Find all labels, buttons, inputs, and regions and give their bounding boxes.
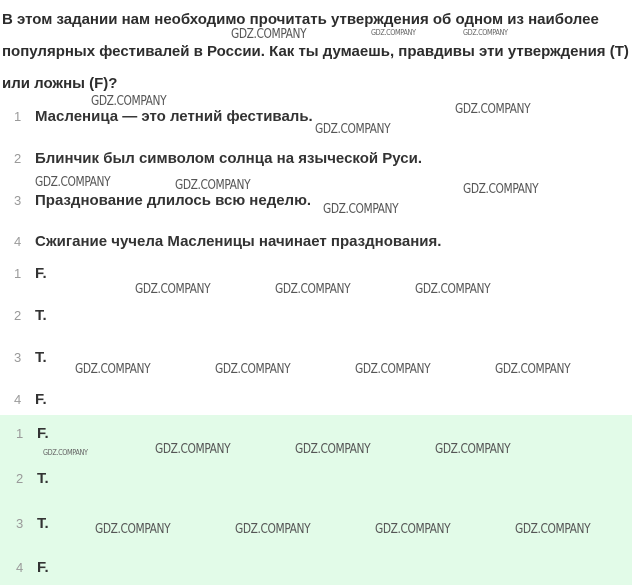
answer-number: 1 — [16, 425, 24, 441]
answer-text: T. — [35, 306, 47, 324]
statement-number: 2 — [14, 150, 22, 166]
answer-number: 3 — [16, 515, 24, 531]
watermark: GDZ.COMPANY — [91, 94, 167, 109]
watermark: GDZ.COMPANY — [215, 362, 291, 377]
watermark: GDZ.COMPANY — [235, 522, 311, 537]
answer-number: 2 — [16, 470, 24, 486]
highlighted-answer-4 — [2, 556, 632, 578]
answer-1 — [0, 262, 632, 284]
watermark: GDZ.COMPANY — [435, 442, 511, 457]
statement-text: Празднование длилось всю неделю. — [35, 191, 312, 209]
answer-text: F. — [37, 558, 49, 576]
answer-highlight-block — [0, 415, 632, 585]
answer-text: F. — [35, 264, 47, 282]
watermark: GDZ.COMPANY — [371, 28, 416, 37]
watermark: GDZ.COMPANY — [175, 178, 251, 193]
statement-number: 1 — [14, 108, 22, 124]
watermark: GDZ.COMPANY — [375, 522, 451, 537]
watermark: GDZ.COMPANY — [75, 362, 151, 377]
answer-number: 1 — [14, 265, 22, 281]
watermark: GDZ.COMPANY — [315, 122, 391, 137]
watermark: GDZ.COMPANY — [275, 282, 351, 297]
watermark: GDZ.COMPANY — [323, 202, 399, 217]
watermark: GDZ.COMPANY — [35, 175, 111, 190]
answer-text: F. — [37, 424, 49, 442]
answer-text: T. — [35, 348, 47, 366]
statement-number: 4 — [14, 233, 22, 249]
statement-text: Масленица — это летний фестиваль. — [35, 107, 313, 125]
answer-number: 3 — [14, 349, 22, 365]
answer-text: T. — [37, 514, 49, 532]
answer-4 — [0, 388, 632, 410]
statement-2 — [0, 147, 632, 169]
highlighted-answer-1 — [2, 422, 632, 444]
watermark: GDZ.COMPANY — [135, 282, 211, 297]
watermark: GDZ.COMPANY — [155, 442, 231, 457]
watermark: GDZ.COMPANY — [415, 282, 491, 297]
statement-number: 3 — [14, 192, 22, 208]
watermark: GDZ.COMPANY — [463, 28, 508, 37]
answer-text: F. — [35, 390, 47, 408]
answer-2 — [0, 304, 632, 326]
watermark: GDZ.COMPANY — [231, 27, 307, 42]
watermark: GDZ.COMPANY — [355, 362, 431, 377]
watermark: GDZ.COMPANY — [95, 522, 171, 537]
highlighted-answer-2 — [2, 467, 632, 489]
answer-number: 4 — [14, 391, 22, 407]
watermark: GDZ.COMPANY — [43, 448, 88, 457]
statement-4 — [0, 230, 632, 252]
answer-number: 2 — [14, 307, 22, 323]
watermark: GDZ.COMPANY — [515, 522, 591, 537]
watermark: GDZ.COMPANY — [463, 182, 539, 197]
statement-text: Блинчик был символом солнца на языческой Руси. — [35, 149, 422, 167]
answer-text: T. — [37, 469, 49, 487]
answer-number: 4 — [16, 559, 24, 575]
watermark: GDZ.COMPANY — [455, 102, 531, 117]
watermark: GDZ.COMPANY — [295, 442, 371, 457]
watermark: GDZ.COMPANY — [495, 362, 571, 377]
intro-text: В этом задании нам необходимо прочитать утверждения об одном из наиболее популярных фестивалей в России. Как ты думаешь, правдивы эти утверждения (T) или ложны (F)? — [2, 11, 629, 92]
statement-text: Сжигание чучела Масленицы начинает празднования. — [35, 232, 442, 250]
